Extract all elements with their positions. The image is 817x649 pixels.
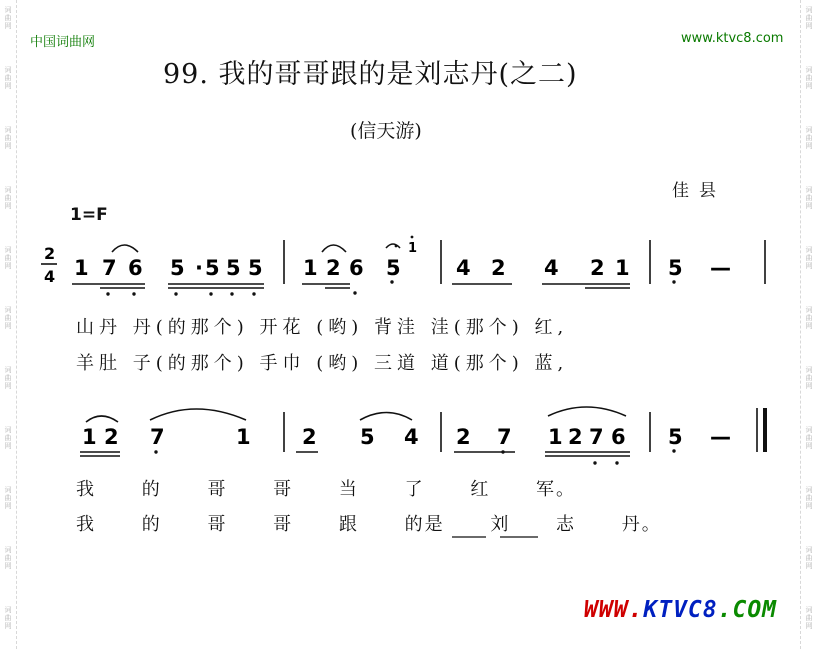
score-mark <box>252 292 255 295</box>
note: 1 <box>615 256 630 280</box>
note: 1 <box>303 256 318 280</box>
score-mark <box>615 461 618 464</box>
note: 2 <box>456 425 471 449</box>
note: 5 <box>360 425 375 449</box>
lyric-line1-verse1: 山丹 丹(的那个) 开花 (哟) 背洼 洼(那个) 红, <box>76 317 569 338</box>
score-mark <box>322 245 346 252</box>
side-watermark-char: 网 <box>4 82 12 90</box>
side-watermark-char: 网 <box>805 82 813 90</box>
side-watermark-char: 网 <box>4 262 12 270</box>
score-mark <box>106 292 109 295</box>
side-watermark-char: 网 <box>4 442 12 450</box>
side-watermark-char: 曲 <box>805 434 813 442</box>
side-watermark-char: 曲 <box>4 314 12 322</box>
note: 5 <box>386 256 401 280</box>
note: 4 <box>404 425 419 449</box>
side-watermark-char: 网 <box>805 262 813 270</box>
note: 1 <box>236 425 251 449</box>
note: 5 <box>248 256 263 280</box>
note: 2 <box>104 425 119 449</box>
side-watermark-char: 词 <box>805 546 813 554</box>
note: 4 <box>456 256 471 280</box>
score-mark <box>86 416 118 422</box>
grace-note: 1 <box>408 241 418 256</box>
side-watermark-char: 网 <box>4 622 12 630</box>
side-watermark-char: 曲 <box>805 194 813 202</box>
side-watermark-char: 词 <box>4 486 12 494</box>
note: 5 <box>668 425 683 449</box>
note: 6 <box>611 425 626 449</box>
score-mark <box>112 245 138 252</box>
side-watermark-char: 网 <box>805 562 813 570</box>
note: 6 <box>349 256 364 280</box>
side-watermark-char: 曲 <box>4 434 12 442</box>
side-watermark-char: 词 <box>805 126 813 134</box>
side-watermark-char: 网 <box>4 562 12 570</box>
song-subtitle: (信天游) <box>350 120 422 142</box>
score-mark <box>395 245 398 248</box>
side-watermark-char: 词 <box>805 486 813 494</box>
note: 5 <box>226 256 241 280</box>
side-watermark-char: 词 <box>805 606 813 614</box>
side-watermark-char: 网 <box>805 142 813 150</box>
score-mark <box>411 236 414 239</box>
side-watermark-char: 网 <box>4 322 12 330</box>
side-watermark-char: 词 <box>805 306 813 314</box>
side-watermark-char: 词 <box>4 426 12 434</box>
song-origin: 佳县 <box>672 181 726 201</box>
side-watermark-char: 曲 <box>4 74 12 82</box>
note: 5 <box>205 256 220 280</box>
score-mark <box>154 450 157 453</box>
note: 7 <box>102 256 117 280</box>
side-watermark-char: 网 <box>805 22 813 30</box>
side-watermark-char: 词 <box>4 6 12 14</box>
side-watermark-char: 网 <box>4 502 12 510</box>
side-watermark-char: 曲 <box>805 134 813 142</box>
lyric-line1-verse2: 羊肚 子(的那个) 手巾 (哟) 三道 道(那个) 蓝, <box>76 353 569 374</box>
side-watermark-char: 网 <box>4 22 12 30</box>
score-mark <box>548 407 626 416</box>
side-watermark-char: 曲 <box>4 254 12 262</box>
note: 7 <box>497 425 512 449</box>
note: 1 <box>74 256 89 280</box>
side-watermark-char: 网 <box>805 322 813 330</box>
side-watermark-char: 词 <box>4 66 12 74</box>
dash: — <box>710 256 731 280</box>
site-url-right[interactable]: www.ktvc8.com <box>681 31 784 46</box>
note: 2 <box>491 256 506 280</box>
side-watermark-char: 网 <box>805 202 813 210</box>
footer-url-ktv: KTVC8 <box>643 597 718 623</box>
note: 7 <box>150 425 165 449</box>
side-watermark-char: 词 <box>4 126 12 134</box>
side-watermark-char: 词 <box>805 6 813 14</box>
side-watermark-char: 网 <box>4 202 12 210</box>
key-signature: 1=F <box>70 205 108 225</box>
note: 2 <box>302 425 317 449</box>
song-title: 99. 我的哥哥跟的是刘志丹(之二) <box>163 59 578 90</box>
footer-url-com: .COM <box>717 597 778 623</box>
time-signature-bottom: 4 <box>44 267 56 286</box>
time-signature-top: 2 <box>44 244 56 263</box>
side-watermark-char: 词 <box>805 66 813 74</box>
score-mark <box>150 409 246 420</box>
note: 7 <box>589 425 604 449</box>
score-mark <box>390 280 393 283</box>
dash: — <box>710 425 731 449</box>
note: 2 <box>326 256 341 280</box>
side-watermark-char: 网 <box>4 382 12 390</box>
side-watermark-char: 词 <box>805 186 813 194</box>
score-mark <box>230 292 233 295</box>
note: 2 <box>590 256 605 280</box>
side-watermark-char: 词 <box>4 366 12 374</box>
score-mark <box>386 244 400 248</box>
side-watermark-char: 曲 <box>4 614 12 622</box>
note-dot: · <box>195 256 203 280</box>
note: 5 <box>668 256 683 280</box>
score-mark <box>501 450 504 453</box>
side-watermark-char: 词 <box>805 426 813 434</box>
score-mark <box>672 449 675 452</box>
side-watermark-char: 曲 <box>4 194 12 202</box>
note: 1 <box>82 425 97 449</box>
note: 4 <box>544 256 559 280</box>
side-watermark-char: 词 <box>4 306 12 314</box>
footer-site-url[interactable] <box>584 597 777 623</box>
note: 6 <box>128 256 143 280</box>
side-watermark-char: 网 <box>805 442 813 450</box>
score-mark <box>672 280 675 283</box>
side-watermark-char: 曲 <box>4 494 12 502</box>
side-watermark-char: 网 <box>4 142 12 150</box>
side-watermark-char: 曲 <box>805 74 813 82</box>
side-watermark-char: 曲 <box>805 14 813 22</box>
lyric-line2-verse2: 我 的 哥 哥 跟 的是 刘 志 丹。 <box>76 514 662 535</box>
site-name-left[interactable]: 中国词曲网 <box>30 35 96 50</box>
side-watermark-char: 曲 <box>805 614 813 622</box>
side-watermark-char: 曲 <box>805 314 813 322</box>
side-watermark-char: 词 <box>4 606 12 614</box>
side-watermark-char: 网 <box>805 382 813 390</box>
footer-url-www: WWW. <box>584 597 644 623</box>
side-watermark-char: 曲 <box>805 254 813 262</box>
score-mark <box>209 292 212 295</box>
score-mark <box>593 461 596 464</box>
side-watermark-char: 曲 <box>4 554 12 562</box>
note: 5 <box>170 256 185 280</box>
side-watermark-char: 曲 <box>805 494 813 502</box>
score-mark <box>353 291 356 294</box>
side-watermark-char: 词 <box>805 246 813 254</box>
score-mark <box>132 292 135 295</box>
side-watermark-char: 曲 <box>4 374 12 382</box>
side-watermark-char: 词 <box>4 186 12 194</box>
note: 1 <box>548 425 563 449</box>
side-watermark-char: 曲 <box>805 374 813 382</box>
side-watermark-char: 网 <box>805 622 813 630</box>
score-mark <box>360 413 412 421</box>
side-watermark-char: 曲 <box>4 134 12 142</box>
side-watermark-char: 曲 <box>4 14 12 22</box>
lyric-line2-verse1: 我 的 哥 哥 当 了 红 军。 <box>76 479 577 500</box>
side-watermark-char: 词 <box>4 546 12 554</box>
side-watermark-char: 词 <box>805 366 813 374</box>
side-watermark-char: 网 <box>805 502 813 510</box>
side-watermark-char: 曲 <box>805 554 813 562</box>
note: 2 <box>568 425 583 449</box>
score-mark <box>174 292 177 295</box>
side-watermark-char: 词 <box>4 246 12 254</box>
